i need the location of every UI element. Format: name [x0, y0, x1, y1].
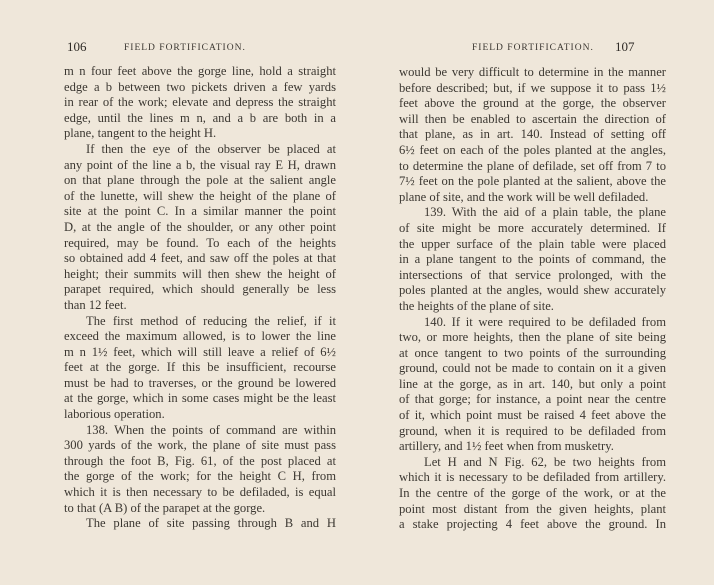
text-line: of that gorge; for instance, a point near the centre [399, 392, 666, 407]
text-line: edge a b between two pickets driven a few yards [64, 79, 336, 94]
text-line: 7½ feet on the pole planted at the salient, above the [399, 174, 666, 189]
text-line: at once tangent to two points of the surrounding [399, 345, 666, 360]
text-line: of it, which point must be raised 4 feet above the [399, 408, 666, 423]
text-line: 139. With the aid of a plain table, the plane [424, 205, 666, 220]
text-line: m n four feet above the gorge line, hold a straight [64, 64, 336, 78]
text-line: edge, until the lines m n, and a b are both in a [64, 110, 336, 125]
text-line: Let H and N Fig. 62, be two heights from [424, 454, 666, 469]
text-line: of the lunette, will shew the height of the plane of [64, 188, 336, 203]
text-line: the upper surface of the plain table were placed [399, 236, 666, 251]
text-line: The plane of site passing through B and H [86, 516, 336, 531]
text-line: m n 1½ feet, which will still leave a relief of 6½ [64, 344, 336, 359]
text-line: would be very difficult to determine in the manner [399, 65, 666, 79]
text-line: point most distant from the given heights, plant [399, 501, 666, 516]
text-line: exceed the maximum allowed, is to lower the line [64, 329, 336, 344]
text-line: If then the eye of the observer be placed at [86, 141, 336, 156]
page-body [399, 65, 666, 533]
page-number: 107 [615, 39, 635, 54]
text-line: plane, tangent to the height H. [64, 126, 217, 141]
text-line: 300 yards of the work, the plane of site must pass [64, 438, 336, 453]
text-line: so obtained add 4 feet, and saw off the poles at that [64, 251, 336, 266]
text-line: at the gorge, which in some cases might be the least [64, 391, 336, 406]
text-line: intersections of that service prolonged, with the [399, 267, 666, 282]
text-line: line at the gorge, as in art. 140, but only a point [399, 376, 666, 391]
text-line: artillery, and 1½ feet when from musketry. [399, 439, 614, 454]
text-line: D, at the angle of the shoulder, or any other point [64, 219, 336, 234]
text-line: must be had to traverses, or the ground be lowered [64, 375, 336, 390]
text-line: plane of site, and the work will be well defiladed. [399, 189, 649, 204]
text-line: before described; but, if we suppose it to pass 1½ [399, 80, 666, 95]
text-line: 6½ feet on each of the poles planted at the angles, [399, 142, 666, 157]
text-line: the gorge of the work; for the height C H, from [64, 469, 336, 484]
text-line: 138. When the points of command are within [86, 422, 336, 437]
text-line: height; their summits will then shew the height of [64, 266, 336, 281]
text-line: through the foot B, Fig. 61, of the post placed at [64, 453, 336, 468]
text-line: to that (A B) of the parapet at the gorge. [64, 500, 266, 515]
text-line: in a plane tangent to the points of command, the [399, 252, 666, 267]
text-line: the heights of the plane of site. [399, 298, 554, 313]
page-number: 106 [67, 39, 87, 54]
right-page [357, 0, 714, 585]
text-line: a stake projecting 4 feet above the ground. In [399, 517, 666, 532]
text-line: that plane, as in art. 140. Instead of setting off [399, 127, 666, 142]
text-line: on that plane through the pole at the salient angle [64, 173, 336, 188]
text-line: which it is then necessary to be defiladed, is equal [64, 485, 336, 500]
text-line: In the centre of the gorge of the work, or at the [399, 486, 666, 501]
text-line: any point of the line a b, the visual ray E H, drawn [64, 157, 336, 172]
text-line: 140. If it were required to be defiladed from [424, 314, 666, 329]
text-line: of site might be more accurately determined. If [399, 220, 666, 235]
text-line: ground, could not be made to contain on it a given [399, 361, 666, 376]
text-line: will then be enabled to ascertain the direction of [399, 111, 666, 126]
text-line: parapet required, which should generally be less [64, 282, 336, 297]
text-line: which it is necessary to be defiladed from artillery. [399, 470, 666, 485]
running-head: FIELD FORTIFICATION. [124, 43, 246, 53]
text-line: required, may be found. To each of the heights [64, 235, 336, 250]
text-line: than 12 feet. [64, 297, 127, 312]
text-line: in rear of the work; elevate and depress the straight [64, 95, 336, 110]
text-line: two, or more heights, then the plane of site being [399, 330, 666, 345]
text-line: to determine the plane of defilade, set off from 7 to [399, 158, 666, 173]
text-line: poles planted at the angles, would shew accurately [399, 283, 666, 298]
running-head: FIELD FORTIFICATION. [472, 43, 594, 53]
text-line: The first method of reducing the relief, if it [86, 313, 336, 328]
text-line: feet above the ground at the gorge, the observer [399, 96, 666, 111]
text-line: site at the point C. In a similar manner the point [64, 204, 336, 219]
text-line: feet at the gorge. If this be insufficient, recourse [64, 360, 336, 375]
text-line: ground, when it is required to be defiladed from [399, 423, 666, 438]
page-body [64, 64, 336, 532]
text-line: laborious operation. [64, 407, 165, 422]
